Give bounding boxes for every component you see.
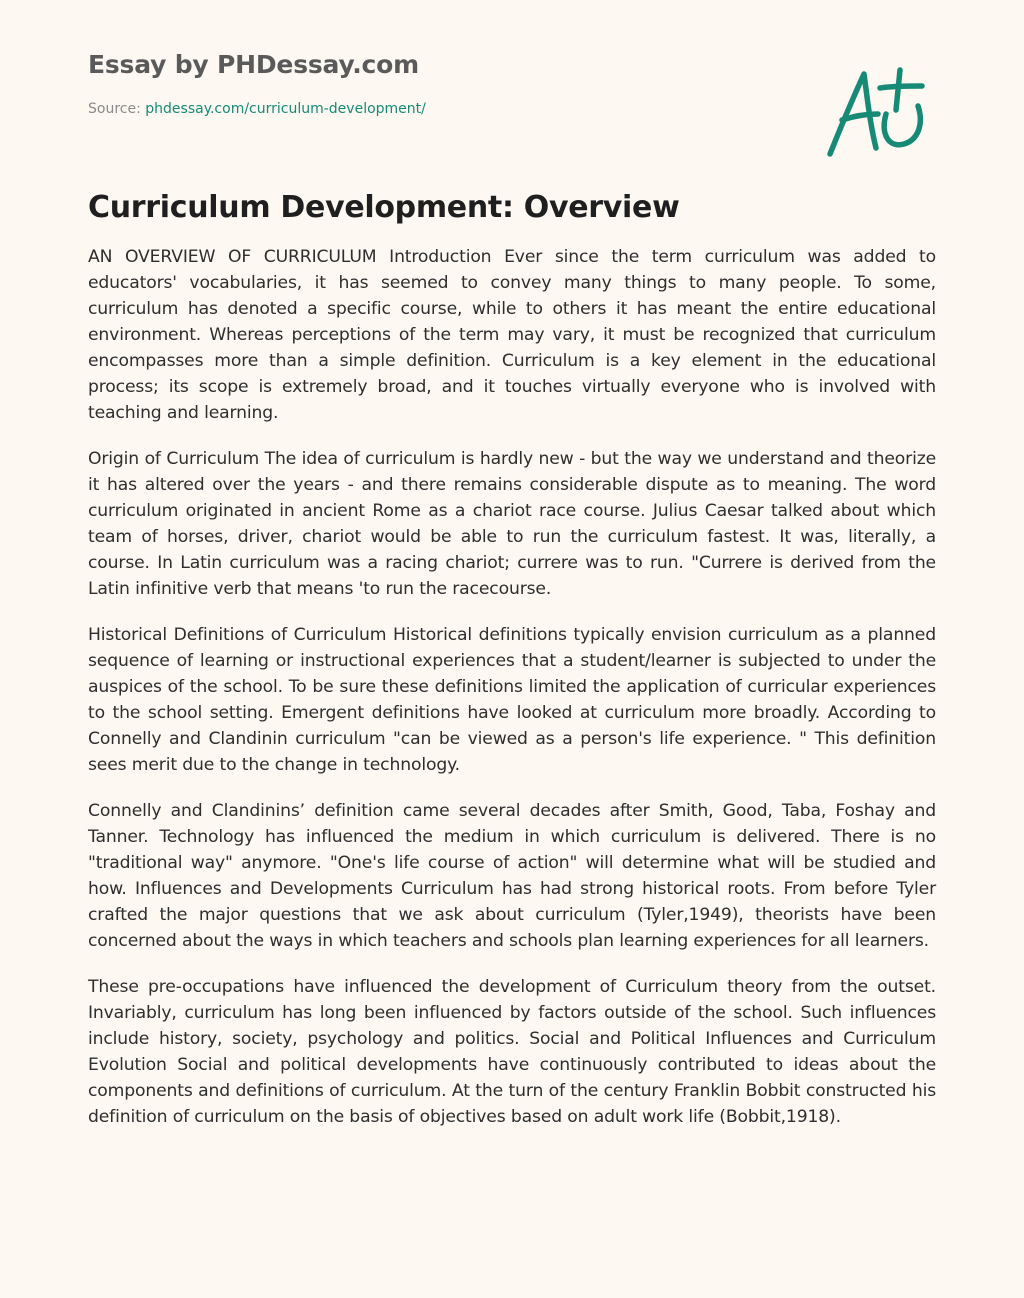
a-plus-grade-icon bbox=[820, 62, 930, 162]
smile-curve bbox=[884, 106, 920, 145]
essay-paragraph: Connelly and Clandinins’ definition came several decades after Smith, Good, Taba, Foshay and Tanner. Technology has influenced the medium in which curriculum is delivered. There is no "traditional way" anymore. "One's life course of action" will determine what will be studied and how. Influences and Developments Curriculum has had strong historical roots. From before Tyler crafted the major questions that we ask about curriculum (Tyler,1949), theorists have been concerned about the ways in which teachers and schools plan learning experiences for all learners. bbox=[88, 801, 936, 951]
source-label: Source: bbox=[88, 101, 146, 117]
site-header bbox=[88, 50, 936, 117]
essay-body bbox=[88, 244, 936, 1150]
essay-paragraph: These pre-occupations have influenced the development of Curriculum theory from the outset. Invariably, curriculum has long been influenced by factors outside of the school. Such influences include history, society, psychology and politics. Social and Political Influences and Curriculum Evolution Social and political developments have continuously contributed to ideas about the components and definitions of curriculum. At the turn of the century Franklin Bobbit constructed his definition of curriculum on the basis of objectives based on adult work life (Bobbit,1918). bbox=[88, 977, 936, 1127]
plus-vertical bbox=[896, 70, 900, 110]
essay-paragraph: AN OVERVIEW OF CURRICULUM Introduction Ever since the term curriculum was added to educators' vocabularies, it has seemed to convey many things to many people. To some, curriculum has denoted a specific course, while to others it has meant the entire educational environment. Whereas perceptions of the term may vary, it must be recognized that curriculum encompasses more than a simple definition. Curriculum is a key element in the educational process; its scope is extremely broad, and it touches virtually everyone who is involved with teaching and learning. bbox=[88, 247, 936, 423]
essay-paragraph: Historical Definitions of Curriculum Historical definitions typically envision curriculum as a planned sequence of learning or instructional experiences that a student/learner is subjected to under the auspices of the school. To be sure these definitions limited the application of curricular experiences to the school setting. Emergent definitions have looked at curriculum more broadly. According to Connelly and Clandinin curriculum "can be viewed as a person's life experience. " This definition sees merit due to the change in technology. bbox=[88, 625, 936, 775]
essay-paragraph: Origin of Curriculum The idea of curriculum is hardly new - but the way we understand and theorize it has altered over the years - and there remains considerable dispute as to meaning. The word curriculum originated in ancient Rome as a chariot race course. Julius Caesar talked about which team of horses, driver, chariot would be able to run the curriculum fastest. It was, literally, a course. In Latin curriculum was a racing chariot; currere was to run. "Currere is derived from the Latin infinitive verb that means 'to run the racecourse. bbox=[88, 449, 936, 599]
plus-horizontal bbox=[880, 86, 922, 88]
essay-title: Curriculum Development: Overview bbox=[88, 190, 680, 225]
source-line bbox=[88, 101, 936, 117]
site-name: Essay by PHDessay.com bbox=[88, 50, 419, 79]
source-link[interactable]: phdessay.com/curriculum-development/ bbox=[145, 101, 426, 117]
